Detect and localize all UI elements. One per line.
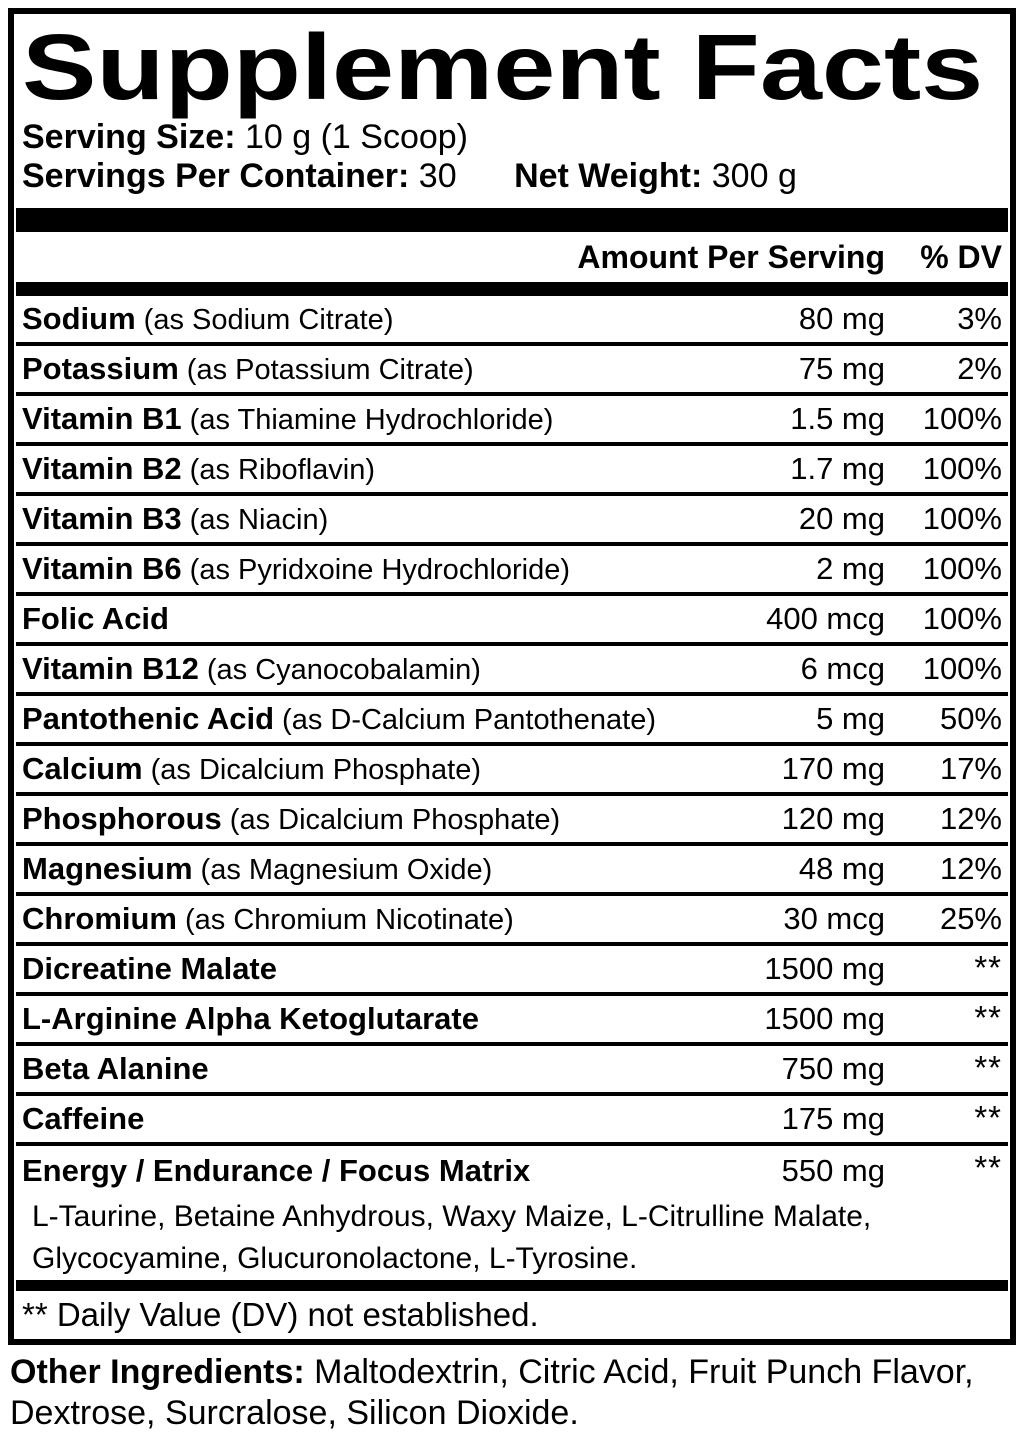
table-row	[16, 296, 1008, 346]
row-dv: **	[974, 1049, 1002, 1086]
serving-size-label: Serving Size:	[22, 118, 245, 156]
row-dv: 100%	[922, 601, 1002, 636]
net-weight-label: Net Weight:	[514, 157, 712, 195]
table-row	[16, 946, 1008, 996]
table-row	[16, 546, 1008, 596]
row-name: Folic Acid	[22, 601, 169, 636]
row-amount: 400 mcg	[766, 601, 885, 636]
other-ingredients-value: Maltodextrin, Citric Acid, Fruit Punch Flavor, Dextrose, Surcralose, Silicon Dioxide.	[10, 1353, 974, 1432]
servings-per-container-label: Servings Per Container:	[22, 157, 419, 195]
row-ingredient	[22, 901, 735, 937]
row-dv: 2%	[957, 351, 1002, 386]
row-desc: (as Thiamine Hydrochloride)	[189, 404, 554, 436]
row-dv: 100%	[922, 401, 1002, 436]
row-desc: (as Riboflavin)	[189, 454, 375, 486]
row-dv: 100%	[922, 651, 1002, 686]
row-amount: 175 mg	[781, 1101, 885, 1136]
row-ingredient	[22, 1051, 735, 1087]
panel-title	[22, 16, 1002, 118]
row-name: Pantothenic Acid	[22, 701, 275, 736]
row-desc: (as Magnesium Oxide)	[200, 854, 493, 886]
row-name: Magnesium	[22, 851, 193, 886]
serving-size-line	[22, 118, 1002, 156]
row-ingredient	[22, 751, 735, 787]
row-name: Vitamin B3	[22, 501, 182, 536]
row-name: Caffeine	[22, 1101, 145, 1136]
row-dv: 3%	[957, 301, 1002, 336]
row-dv: 12%	[939, 851, 1002, 886]
row-ingredient	[22, 1001, 735, 1037]
row-amount: 1.5 mg	[790, 401, 885, 436]
row-dv: 17%	[939, 751, 1002, 786]
row-amount: 75 mg	[798, 351, 885, 386]
row-ingredient	[22, 401, 735, 437]
row-amount: 20 mg	[798, 501, 885, 536]
serving-size-value: 10 g (1 Scoop)	[244, 118, 468, 156]
row-amount: 1.7 mg	[790, 451, 885, 486]
row-name: Dicreatine Malate	[22, 951, 277, 986]
table-row	[16, 1146, 1008, 1196]
row-desc: (as Sodium Citrate)	[143, 304, 394, 336]
divider-bar-header	[16, 282, 1008, 296]
table-row	[16, 646, 1008, 696]
servings-net-weight-line	[22, 156, 1002, 196]
row-ingredient	[22, 651, 735, 687]
row-amount: 1500 mg	[764, 951, 885, 986]
row-ingredient	[22, 951, 735, 987]
row-name: Vitamin B1	[22, 401, 182, 436]
row-ingredient	[22, 551, 735, 587]
row-desc: (as Niacin)	[189, 504, 329, 536]
row-ingredient	[22, 701, 735, 737]
row-ingredient	[22, 801, 735, 837]
row-ingredient	[22, 1101, 735, 1137]
row-desc: (as Dicalcium Phosphate)	[229, 804, 561, 836]
row-name: Chromium	[22, 901, 177, 936]
row-desc: (as Potassium Citrate)	[186, 354, 474, 386]
matrix-components: L-Taurine, Betaine Anhydrous, Waxy Maize, L-Citrulline Malate, Glycocyamine, Glucuronolactone, L-Tyrosine.	[32, 1200, 872, 1275]
row-name: Energy / Endurance / Focus Matrix	[22, 1153, 531, 1188]
row-dv: 100%	[922, 501, 1002, 536]
row-ingredient	[22, 501, 735, 537]
row-name: Vitamin B6	[22, 551, 182, 586]
row-amount: 48 mg	[798, 851, 885, 886]
column-header-row	[16, 232, 1008, 282]
row-name: Vitamin B12	[22, 651, 199, 686]
row-dv: **	[974, 949, 1002, 986]
row-dv: **	[974, 1149, 1002, 1186]
divider-bar-footnote	[16, 1280, 1008, 1291]
row-amount: 120 mg	[781, 801, 885, 836]
row-dv: 100%	[922, 551, 1002, 586]
table-row	[16, 996, 1008, 1046]
net-weight-value: 300 g	[711, 157, 797, 195]
servings-per-container-value: 30	[418, 157, 457, 195]
table-row	[16, 596, 1008, 646]
row-dv: **	[974, 1099, 1002, 1136]
row-desc: (as D-Calcium Pantothenate)	[282, 704, 656, 736]
column-header-amount: Amount Per Serving	[577, 238, 885, 275]
row-amount: 1500 mg	[764, 1001, 885, 1036]
row-amount: 5 mg	[816, 701, 885, 736]
row-dv: 25%	[939, 901, 1002, 936]
row-amount: 750 mg	[781, 1051, 885, 1086]
row-amount: 2 mg	[816, 551, 885, 586]
table-row	[16, 496, 1008, 546]
table-row	[16, 696, 1008, 746]
row-amount: 80 mg	[798, 301, 885, 336]
row-name: Phosphorous	[22, 801, 222, 836]
facts-rows	[16, 296, 1008, 1196]
row-desc: (as Cyanocobalamin)	[206, 654, 481, 686]
row-name: Potassium	[22, 351, 179, 386]
row-desc: (as Pyridxoine Hydrochloride)	[189, 554, 571, 586]
row-ingredient	[22, 601, 735, 637]
row-ingredient	[22, 451, 735, 487]
row-ingredient	[22, 851, 735, 887]
panel-title-text: Supplement Facts	[22, 15, 984, 119]
table-row	[16, 1046, 1008, 1096]
row-amount: 170 mg	[781, 751, 885, 786]
table-row	[16, 396, 1008, 446]
row-amount: 550 mg	[781, 1153, 885, 1188]
row-name: Calcium	[22, 751, 143, 786]
table-row	[16, 746, 1008, 796]
row-dv: 50%	[939, 701, 1002, 736]
table-row	[16, 796, 1008, 846]
other-ingredients-label: Other Ingredients:	[10, 1353, 315, 1391]
divider-bar-top	[16, 208, 1008, 232]
row-amount: 6 mcg	[800, 651, 885, 686]
table-row	[16, 846, 1008, 896]
column-header-dv: % DV	[920, 238, 1002, 275]
facts-panel	[8, 8, 1016, 1345]
other-ingredients	[10, 1352, 1014, 1434]
row-dv: 12%	[939, 801, 1002, 836]
row-dv: 100%	[922, 451, 1002, 486]
table-row	[16, 896, 1008, 946]
table-row	[16, 346, 1008, 396]
row-dv: **	[974, 999, 1002, 1036]
row-desc: (as Dicalcium Phosphate)	[150, 754, 482, 786]
row-ingredient	[22, 351, 735, 387]
row-desc: (as Chromium Nicotinate)	[185, 904, 514, 936]
daily-value-footnote: ** Daily Value (DV) not established.	[22, 1296, 539, 1333]
row-ingredient	[22, 1153, 735, 1189]
row-name: Beta Alanine	[22, 1051, 209, 1086]
row-name: Vitamin B2	[22, 451, 182, 486]
table-row	[16, 446, 1008, 496]
row-amount: 30 mcg	[783, 901, 885, 936]
table-row	[16, 1096, 1008, 1146]
row-name: L-Arginine Alpha Ketoglutarate	[22, 1001, 479, 1036]
row-name: Sodium	[22, 301, 136, 336]
row-ingredient	[22, 301, 735, 337]
net-weight	[514, 157, 797, 195]
